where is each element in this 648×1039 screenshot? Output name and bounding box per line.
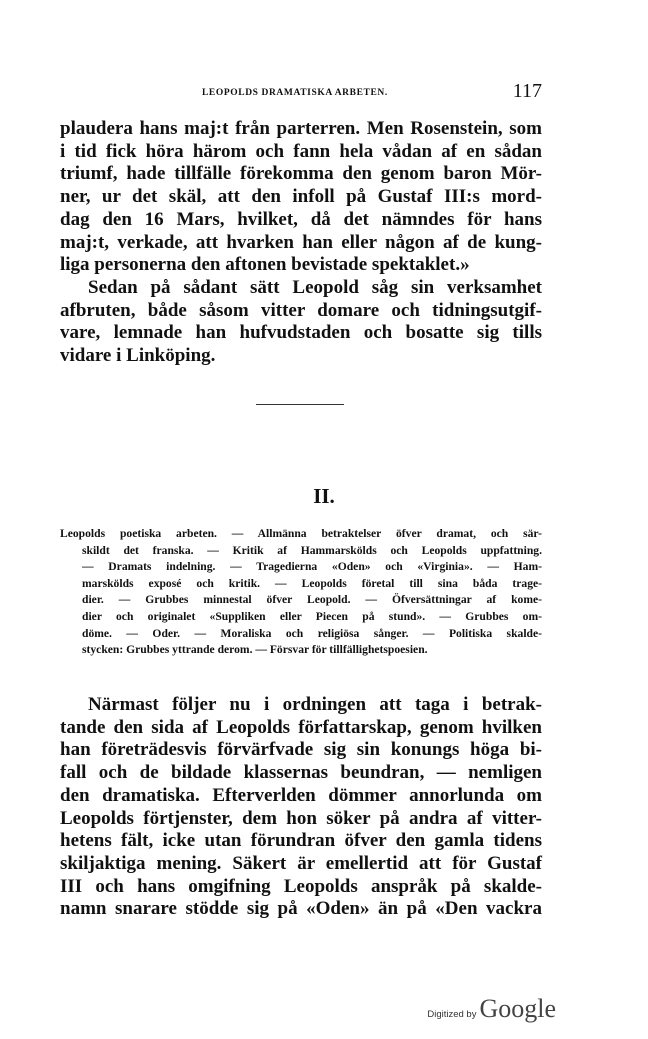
text-line: tande den sida af Leopolds författarskap, genom hvilken <box>60 716 542 738</box>
text-line: namn snarare stödde sig på «Oden» än på «Den vackra <box>60 898 542 920</box>
summary-line: döme. — Oder. — Moraliska och religiösa sånger. — Politiska skalde- <box>82 626 542 640</box>
text-line: i tid fick höra härom och fann hela vådan af en sådan <box>60 140 542 162</box>
digitized-by-watermark <box>427 994 556 1024</box>
page-header <box>60 82 542 106</box>
summary-line: dier och originalet «Suppliken eller Piecen på stund». — Grubbes om- <box>82 609 542 623</box>
summary-line: skildt det franska. — Kritik af Hammarskölds och Leopolds uppfattning. <box>82 543 542 557</box>
text-line: dag den 16 Mars, hvilket, då det nämndes för hans <box>60 208 542 230</box>
section-divider <box>256 404 344 405</box>
text-line: ner, ur det skäl, att den infoll på Gustaf III:s mord- <box>60 186 542 208</box>
summary-line: stycken: Grubbes yttrande derom. — Försvar för tillfällighetspoesien. <box>82 643 428 657</box>
digitized-label: Digitized by <box>427 1009 477 1020</box>
text-line: han företrädesvis förvärfvade sig sin konungs höga bi- <box>60 739 542 761</box>
google-logo: Google <box>479 994 556 1023</box>
paragraph-section-two <box>60 694 542 921</box>
text-line: fall och de bildade klassernas beundran, — nemligen <box>60 762 542 784</box>
text-line: triumf, hade tillfälle förekomma den genom baron Mör- <box>60 163 542 185</box>
text-line: den dramatiska. Efterverlden dömmer annorlunda om <box>60 784 542 806</box>
summary-line: marskölds exposé och kritik. — Leopolds företal till sina båda trage- <box>82 576 542 590</box>
chapter-summary <box>60 526 542 659</box>
summary-line: Leopolds poetiska arbeten. — Allmänna betraktelser öfver dramat, och sär- <box>60 527 542 540</box>
text-line: afbruten, både såsom vitter domare och tidningsutgif- <box>60 299 542 321</box>
text-line: maj:t, verkade, att hvarken han eller någon af de kung- <box>60 231 542 253</box>
paragraph-continuation <box>60 118 542 368</box>
text-line: vidare i Linköping. <box>60 345 216 367</box>
text-line: Leopolds förtjenster, dem hon söker på andra af vitter- <box>60 807 542 829</box>
summary-line: dier. — Grubbes minnestal öfver Leopold. — Öfversättningar af kome- <box>82 593 542 607</box>
section-heading: II. <box>313 484 335 508</box>
text-line: vare, lemnade han hufvudstaden och bosatte sig tills <box>60 322 542 344</box>
text-line: Närmast följer nu i ordningen att taga i betrak- <box>88 694 542 715</box>
text-line: hetens fält, icke utan förundran öfver den gamla tidens <box>60 830 542 852</box>
text-line: plaudera hans maj:t från parterren. Men Rosenstein, som <box>60 118 542 139</box>
text-line: liga personerna den aftonen bevistade spektaklet.» <box>60 254 470 276</box>
text-line: III och hans omgifning Leopolds anspråk på skalde- <box>60 875 542 897</box>
text-line: skiljaktiga mening. Säkert är emellertid att för Gustaf <box>60 852 542 874</box>
text-line: Sedan på sådant sätt Leopold såg sin verksamhet <box>88 276 542 298</box>
page-number: 117 <box>512 80 542 102</box>
running-head: LEOPOLDS DRAMATISKA ARBETEN. <box>202 88 388 98</box>
summary-line: — Dramats indelning. — Tragedierna «Oden» och «Virginia». — Ham- <box>82 560 542 574</box>
